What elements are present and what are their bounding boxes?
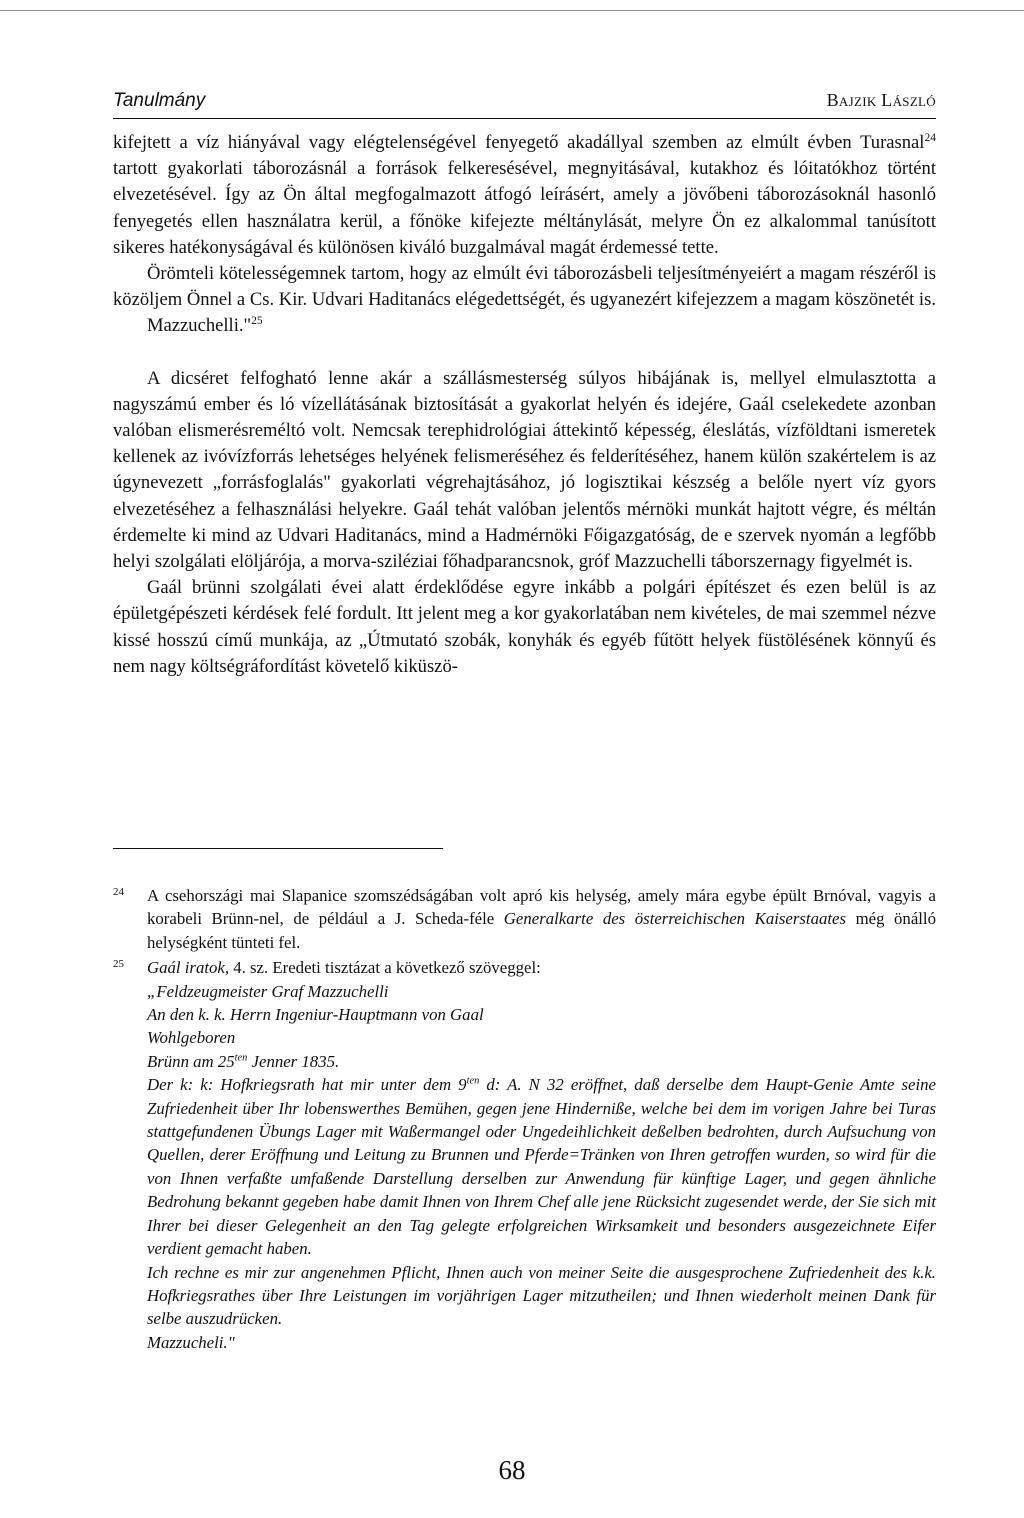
footnote-separator [113,848,443,849]
date-text: Jenner 1835. [247,1051,340,1071]
paragraph-letter-closing: Örömteli kötelességemnek tartom, hogy az elmúlt évi táborozásbeli teljesítményeiért a magam részéről is közöljem Önnel a Cs. Kir. Udvari Haditanács elégedettségét, és ugyanezért kifejezzem a magam köszönetét is. [113,263,936,311]
paragraph-text: kifejtett a víz hiányával vagy elégtelenségével fenyegető akadállyal szemben az elmúlt évben Turasnal [113,132,925,153]
quote-line-sender: „Feldzeugmeister Graf Mazzuchelli [147,981,389,1001]
quote-line-addressee: An den k. k. Herrn Ingeniur-Hauptmann von Gaal [147,1005,484,1025]
quote-text: Der k: k: Hofkriegsrath hat mir unter dem 9 [147,1075,467,1095]
main-text [113,130,936,680]
footnotes [113,884,936,1356]
footnote-text-part: A csehországi mai Slapanice szomszédságában volt apró kis helység, amely mára egybe épült Brnóval, vagyis a korabeli Brünn-nel, de például a J. Scheda-féle [147,886,936,929]
paragraph-commentary: A dicséret felfogható lenne akár a szállásmesterség súlyos hibájának is, mellyel elmulasztotta a nagyszámú ember és ló vízellátásának biztosítását a gyakorlat helyén és idejére, Gaál cselekedete azonban valóban elismerésreméltó volt. Nemcsak terephidrológiai áttekintő képesség, éleslátás, vízföldtani ismeretek kellenek az ivóvízforrás lehetséges helyének felismeréséhez és felderítéséhez, hanem külön szakértelem is az úgynevezett „forrásfoglalás" gyakorlati végrehajtásához, jó logisztikai készség a belőle nyert víz gyors elvezetéséhez a felhasználási helyekre. Gaál tehát valóban jelentős mérnöki munkát hajtott végre, és méltán érdemelte ki mind az Udvari Haditanács, mind a Hadmérnöki Főigazgatóság, de e szervek nyomán a legfőbb helyi szolgálati elöljárója, a morva-sziléziai főhadparancsnok, gróf Mazzuchelli táborszernagy figyelmét is. [113,367,936,573]
header-author: Bajzik László [826,90,936,110]
page-number: 68 [498,1455,526,1485]
footnote-ref-25[interactable]: 25 [251,315,263,328]
footnote-number: 25 [113,958,124,971]
footnote-24 [113,884,936,954]
quote-line-date [147,1050,936,1073]
quote-body [147,1073,936,1260]
paragraph-brunn-years: Gaál brünni szolgálati évei alatt érdeklődése egyre inkább a polgári építészet és ezen belül is az épületgépészeti kérdések felé fordult. Itt jelent meg a kor gyakorlatában nem kivételes, de mai szemmel nézve kissé hosszú című munkája, az „Útmutató szobák, konyhák és egyéb fűtött helyek füstölésének könnyű és nem nagy költségráfordítást követelő kiküszö- [113,577,936,677]
quote-line-honorific: Wohlgeboren [147,1028,236,1048]
date-text: Brünn am 25 [147,1051,235,1071]
footnote-text-part: még önálló helységként tünteti fel. [147,909,936,952]
top-border-line [0,10,1024,11]
footnote-text [147,884,936,954]
footnote-source [147,956,936,979]
quote-signature: Mazzucheli." [147,1332,235,1352]
footnote-text-part: 4. sz. Eredeti tisztázat a következő szöveggel: [229,958,541,978]
footnote-number: 24 [113,886,124,898]
quote-text: d: A. N 32 eröffnet, daß derselbe dem Haupt-Genie Amte seine Zufriedenheit über Ihr lobenswerthes Bemühen, gegen jene Hinderniße, welche bei dem im vorigen Jahre bei Turas stattgefundenen Übungs Lager mit Waßermangel oder Ungedeihlichkeit deßelben bedrohten, durch Aufsuchung von Quellen, derer Eröffnung und Leitung zu Brunnen und Pferde=Tränken von Ihren getroffen wurden, so wird für die von Ihnen verfaßte umfaßende Darstellung derselben zur Anwendung für künftige Lager, und gegen ähnliche Bedrohung bekannt gegeben habe damit Ihnen von Ihrem Chef alle jene Rücksicht zugesendet werde, der Sie sich mit Ihrer bei dieser Gelegenheit an den Tag gelegte erfolgreichen Wirksamkeit und besonders ausgezeichnete Eifer verdient gemacht haben. [147,1075,936,1259]
letter-signature [113,313,936,339]
quote-superscript: ten [466,1075,480,1087]
map-title: Generalkarte des österreichischen Kaiserstaates [503,909,847,929]
date-superscript: ten [234,1052,248,1064]
quote-closing: Ich rechne es mir zur angenehmen Pflicht, Ihnen auch von meiner Seite die ausgesprochene Zufriedenheit des k.k. Hofkriegsrathes über Ihre Leistungen im vorjährigen Lager mitzutheilen; und Ihnen wiederholt meinen Dank für selbe auszudrücken. [147,1262,936,1329]
footnote-ref-24[interactable]: 24 [924,131,936,144]
footnote-25 [113,956,936,1354]
signature-text: Mazzuchelli." [147,315,252,337]
paragraph-text: tartott gyakorlati táborozásnál a források felkeresésével, megnyitásával, kutakhoz és lóitatókhoz történt elvezetésével. Így az Ön által megfogalmazott átfogó leírásért, amely a jövőbeni táborozásoknál hasonló fenyegetés ellen használatra kerül, a főnöke kifejezte méltánylását, melyre Ön ez alkalommal tanúsított sikeres hatékonyságával és különösen kiváló buzgalmával magát érdemessé tette. [113,158,936,258]
header-section-title: Tanulmány [113,90,206,111]
running-header [113,90,936,119]
source-title: Gaál iratok, [147,958,230,978]
paragraph-letter-continuation [113,130,936,261]
